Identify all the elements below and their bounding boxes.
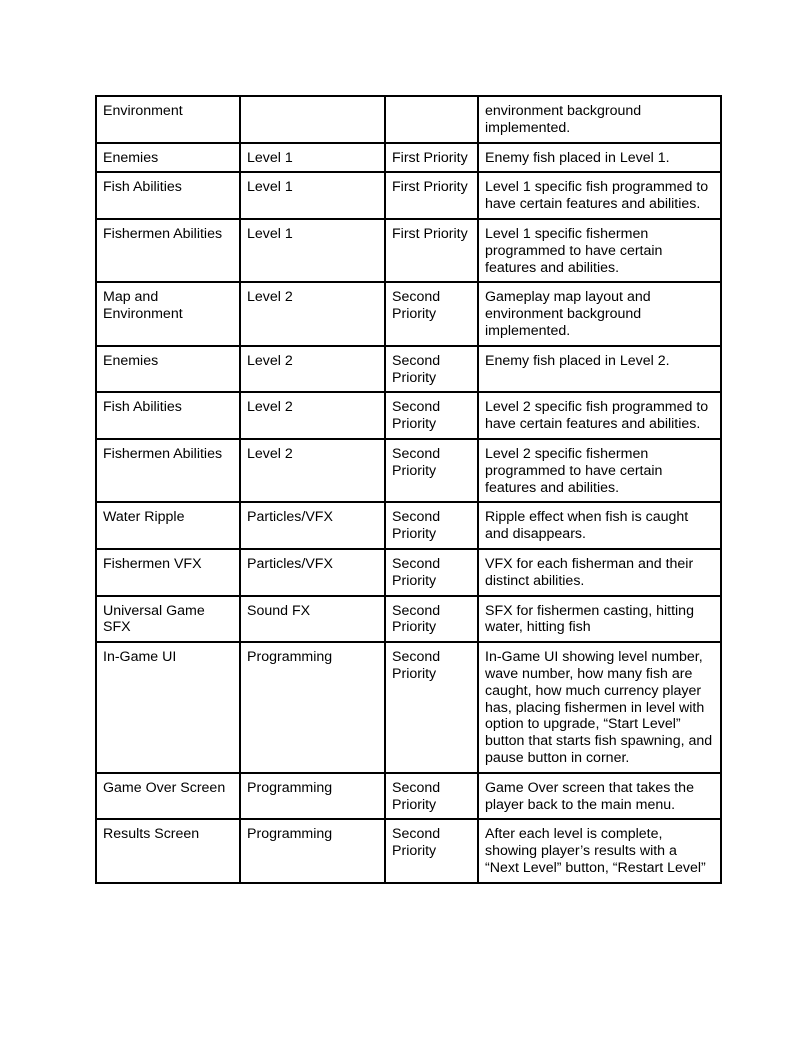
priority-cell: Second Priority xyxy=(385,596,478,643)
table-row xyxy=(96,219,721,282)
category-cell: Particles/VFX xyxy=(240,549,385,596)
table-row xyxy=(96,96,721,143)
task-cell: Map and Environment xyxy=(96,282,240,345)
priority-cell xyxy=(385,96,478,143)
category-cell: Programming xyxy=(240,773,385,820)
table-row xyxy=(96,596,721,643)
description-cell: SFX for fishermen casting, hitting water, hitting fish xyxy=(478,596,721,643)
priority-cell: First Priority xyxy=(385,219,478,282)
description-cell: Level 2 specific fishermen programmed to have certain features and abilities. xyxy=(478,439,721,502)
table-row xyxy=(96,549,721,596)
task-cell: Results Screen xyxy=(96,819,240,882)
category-cell: Sound FX xyxy=(240,596,385,643)
category-cell: Level 2 xyxy=(240,346,385,393)
category-cell: Level 1 xyxy=(240,219,385,282)
task-cell: Game Over Screen xyxy=(96,773,240,820)
table-row xyxy=(96,282,721,345)
priority-cell: Second Priority xyxy=(385,773,478,820)
category-cell: Level 1 xyxy=(240,143,385,173)
table-row xyxy=(96,392,721,439)
task-cell: Enemies xyxy=(96,346,240,393)
description-cell: Enemy fish placed in Level 1. xyxy=(478,143,721,173)
category-cell xyxy=(240,96,385,143)
priority-cell: Second Priority xyxy=(385,282,478,345)
table-row xyxy=(96,773,721,820)
description-cell: VFX for each fisherman and their distinct abilities. xyxy=(478,549,721,596)
priority-cell: Second Priority xyxy=(385,642,478,773)
description-cell: Gameplay map layout and environment background implemented. xyxy=(478,282,721,345)
priority-cell: Second Priority xyxy=(385,439,478,502)
description-cell: After each level is complete, showing player’s results with a “Next Level” button, “Restart Level” xyxy=(478,819,721,882)
priority-cell: First Priority xyxy=(385,143,478,173)
category-cell: Level 1 xyxy=(240,172,385,219)
table-row xyxy=(96,346,721,393)
description-cell: Level 2 specific fish programmed to have certain features and abilities. xyxy=(478,392,721,439)
description-cell: Ripple effect when fish is caught and disappears. xyxy=(478,502,721,549)
category-cell: Level 2 xyxy=(240,439,385,502)
description-cell: Enemy fish placed in Level 2. xyxy=(478,346,721,393)
task-cell: Fish Abilities xyxy=(96,392,240,439)
priority-cell: Second Priority xyxy=(385,346,478,393)
table-row xyxy=(96,502,721,549)
task-cell: Water Ripple xyxy=(96,502,240,549)
description-cell: Level 1 specific fish programmed to have certain features and abilities. xyxy=(478,172,721,219)
task-cell: Fishermen Abilities xyxy=(96,219,240,282)
table-row xyxy=(96,143,721,173)
category-cell: Programming xyxy=(240,642,385,773)
priority-cell: Second Priority xyxy=(385,549,478,596)
priority-cell: First Priority xyxy=(385,172,478,219)
description-cell: In-Game UI showing level number, wave number, how many fish are caught, how much currency player has, placing fishermen in level with option to upgrade, “Start Level” button that starts fish spawning, and pause button in corner. xyxy=(478,642,721,773)
task-cell: In-Game UI xyxy=(96,642,240,773)
task-cell: Environment xyxy=(96,96,240,143)
category-cell: Particles/VFX xyxy=(240,502,385,549)
category-cell: Programming xyxy=(240,819,385,882)
table-row xyxy=(96,819,721,882)
priority-cell: Second Priority xyxy=(385,502,478,549)
description-cell: Game Over screen that takes the player back to the main menu. xyxy=(478,773,721,820)
priority-cell: Second Priority xyxy=(385,819,478,882)
description-cell: Level 1 specific fishermen programmed to have certain features and abilities. xyxy=(478,219,721,282)
task-cell: Fish Abilities xyxy=(96,172,240,219)
table-row xyxy=(96,642,721,773)
task-cell: Enemies xyxy=(96,143,240,173)
description-cell: environment background implemented. xyxy=(478,96,721,143)
task-cell: Fishermen Abilities xyxy=(96,439,240,502)
task-table xyxy=(95,95,722,884)
task-cell: Fishermen VFX xyxy=(96,549,240,596)
category-cell: Level 2 xyxy=(240,392,385,439)
priority-cell: Second Priority xyxy=(385,392,478,439)
task-cell: Universal Game SFX xyxy=(96,596,240,643)
category-cell: Level 2 xyxy=(240,282,385,345)
table-row xyxy=(96,172,721,219)
table-row xyxy=(96,439,721,502)
